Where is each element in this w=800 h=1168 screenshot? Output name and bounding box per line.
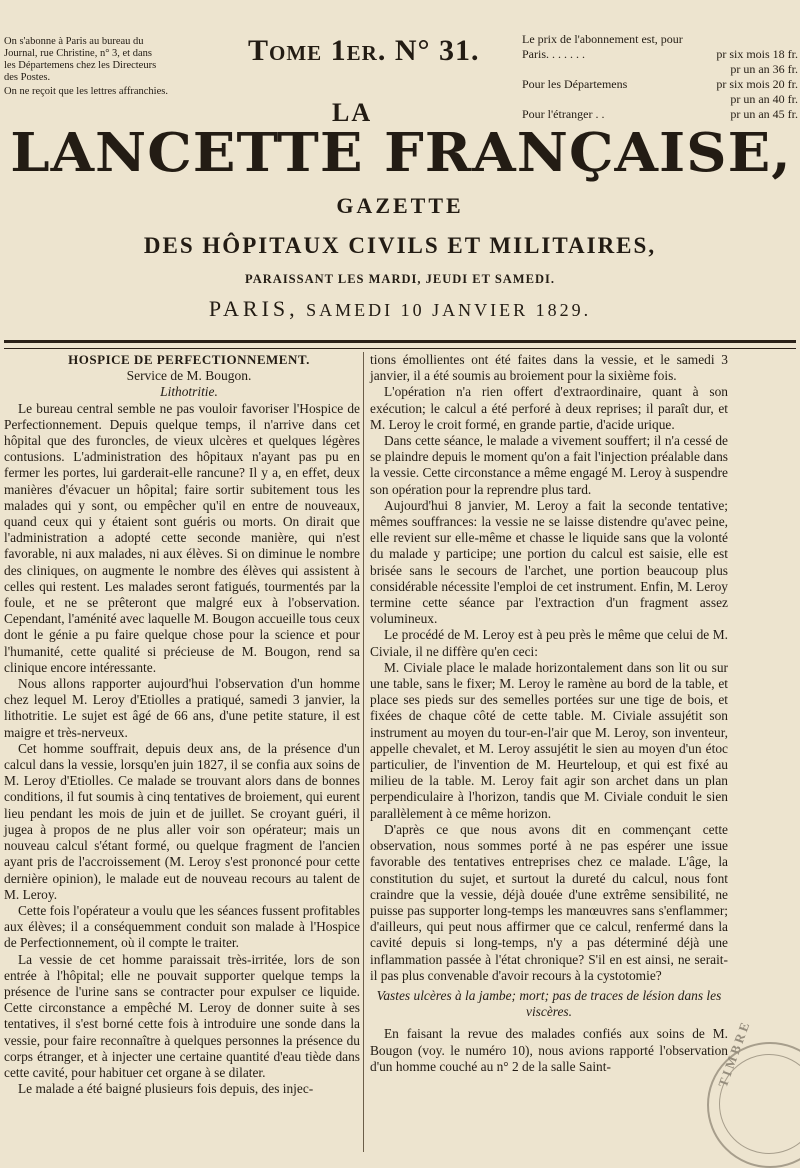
paragraph: M. Civiale place le malade horizontalement dans son lit ou sur une table, sans le fixer; M. Leroy le ramène au bord de la table, et place ses pieds sur des semelles portées sur une tige de bois, et fixées de chaque côté de cette table. M. Civiale assujétit son instrument au moyen du tour-en-l'air que M. Leroy, son inventeur, appelle chevalet, et M. Leroy assujétit le sien au moyen d'un étoc particulier, de l'invention de M. Heurteloup, et qui est fixé au milieu de la table. M. Leroy fait agir son archet dans un plan perpendiculaire à l'horizon, tandis que M. Civiale conduit le sien parallèlement à ce même horizon.	[370, 659, 728, 821]
price-value: pr un an 36 fr.	[730, 62, 798, 76]
paragraph: La vessie de cet homme paraissait très-irritée, lors de son entrée à l'hôpital; elle ne pouvait supporter quelque temps la présence de l'urine sans se contracter pour expulser ce liquide. Cette circonstance a empêché M. Leroy de donner suite à ses tentatives, il s'est borné cette fois à introduire une sonde dans la vessie, pour faire reconnaître à quelques personnes la présence du corps étranger, et à injecter une certaine quantité d'eau tiède dans cette cavité, pour habituer cet organe à se dilater.	[4, 951, 360, 1080]
paragraph: tions émollientes ont été faites dans la vessie, et le samedi 3 janvier, il a été soumis au broiement pour la sixième fois.	[370, 352, 728, 384]
price-row	[522, 47, 798, 62]
dateline-city: PARIS,	[208, 296, 299, 321]
subscription-line: Journal, rue Christine, n° 3, et dans	[4, 48, 152, 59]
dateline	[0, 296, 800, 322]
price-row	[522, 92, 798, 107]
subscription-notice	[4, 36, 200, 98]
subscription-line: les Départemens chez les Directeurs	[4, 60, 157, 71]
column-divider	[363, 352, 364, 1152]
price-row	[522, 107, 798, 122]
price-row	[522, 62, 798, 77]
subscription-line: des Postes.	[4, 72, 51, 83]
price-header: Le prix de l'abonnement est, pour	[522, 32, 683, 46]
newspaper-subtitle: DES HÔPITAUX CIVILS ET MILITAIRES,	[143, 233, 657, 258]
paragraph: Le bureau central semble ne pas vouloir favoriser l'Hospice de Perfectionnement. Depuis quelque temps, il n'arrive dans cet hôpital que des furoncles, de vieux ulcères et quelques légères contusions. L'administration des hôpitaux n'ayant pas pu en fermer les portes, lui garderait-elle rancune? Il y a, en effet, deux manières d'évacuer un hôpital; faire sortir subitement tous les malades qui y sont, ou empêcher qu'il en entre de nouveaux, quand ceux qui y étaient sont guéris ou morts. On dirait que l'administration a adopté cette seconde manière, qui n'est favorable, ni aux malades, ni aux élèves. Si on diminue le nombre des cliniques, on augmente le nombre des élèves qui assistent à celles qui restent. Les malades seront fatigués, tourmentés par la foule, et ne se prêteront que malgré eux à l'observation. Cependant, l'aménité avec laquelle M. Bougon accueille tous ceux dont le génie a pu faire quelque chose pour la science et pour l'humanité, cette qualité si précieuse de M. Bougon, rend sa clinique encore intéressante.	[4, 400, 360, 675]
paragraph: Aujourd'hui 8 janvier, M. Leroy a fait la seconde tentative; mêmes souffrances: la vessie ne se laisse distendre qu'avec peine, elle revient sur elle-même et chasse le liquide sans que la volonté du malade y participe; une portion du calcul est saisie, elle est brisée sans le secours de l'archet, une portion beaucoup plus considérable nécessite l'emploi de cet instrument. Enfin, M. Leroy termine cette séance par l'extraction d'un fragment assez volumineux.	[370, 497, 728, 627]
price-row	[522, 77, 798, 92]
letters-note: On ne reçoit que les lettres affranchies.	[4, 86, 168, 97]
right-column	[370, 352, 728, 1075]
newspaper-title: LANCETTE FRANÇAISE,	[10, 121, 792, 185]
masthead-rule	[4, 340, 796, 349]
price-value: pr un an 40 fr.	[730, 92, 798, 106]
paragraph: Cet homme souffrait, depuis deux ans, de la présence d'un calcul dans la vessie, lorsqu'en juin 1827, il se confia aux soins de M. Leroy d'Etiolles. Ce malade se trouvant alors dans de bonnes conditions, il fut soumis à cinq tentatives de broiement, qui eurent lieu pendant les mois de juin et de juillet. Se croyant guéri, il jugea à propos de ne plus aller voir son opérateur; mais un nouveau calcul s'étant formé, ou quelque fragment de l'ancien ayant pris de l'accroissement (M. Leroy s'est prononcé pour cette dernière opinion), le malade eut de nouveau recours au talent de M. Leroy.	[4, 740, 360, 902]
gazette-label: GAZETTE	[336, 193, 464, 218]
publication-schedule: PARAISSANT LES MARDI, JEUDI ET SAMEDI.	[245, 272, 555, 286]
paragraph: Nous allons rapporter aujourd'hui l'observation d'un homme chez lequel M. Leroy d'Etiolles a pratiqué, samedi 3 janvier, la lithotritie. Le sujet est âgé de 66 ans, d'une petite stature, il est maigre et très-nerveux.	[4, 676, 360, 740]
price-label: Paris. . . . . . .	[522, 47, 585, 61]
volume-number: Tome 1er. N° 31.	[248, 34, 480, 67]
stamp-text: TIMBRE	[715, 1017, 754, 1090]
price-label: Pour les Départemens	[522, 77, 628, 91]
dateline-date: SAMEDI 10 JANVIER 1829.	[306, 300, 592, 320]
paragraph: Cette fois l'opérateur a voulu que les séances fussent profitables aux élèves; il a conséquemment conduit son malade à l'Hospice de Perfectionnement, où il compte le traiter.	[4, 902, 360, 951]
paragraph: L'opération n'a rien offert d'extraordinaire, quant à son exécution; le calcul a été perforé à deux reprises; il paraît dur, et M. Leroy le croit formé, en grande partie, d'acide urique.	[370, 384, 728, 432]
paragraph: D'après ce que nous avons dit en commençant cette observation, nous sommes porté à ne pas espérer une issue favorable des tentatives entreprises chez ce malade. L'âge, la constitution du sujet, et surtout la dureté du calcul, nous font craindre que la vessie, déjà douée d'une extrême sensibilité, ne puisse pas supporter long-temps les manœuvres sans s'enflammer; d'ailleurs, qui peut nous affirmer que ce calcul, renfermé dans la cavité depuis si long-temps, n'y a pas déterminé déjà une inflammation passée à l'état chronique? S'il en est ainsi, ne serait-il pas plus convenable d'avoir recours à la cystotomie?	[370, 821, 728, 983]
masthead-article: LA	[332, 98, 373, 127]
price-label: Pour l'étranger . .	[522, 107, 605, 121]
case-subheading: Vastes ulcères à la jambe; mort; pas de traces de lésion dans les viscères.	[376, 987, 722, 1020]
price-value: pr six mois 18 fr.	[716, 47, 798, 61]
price-value: pr un an 45 fr.	[730, 107, 798, 121]
subscription-line: On s'abonne à Paris au bureau du	[4, 36, 144, 47]
paragraph: Le malade a été baigné plusieurs fois depuis, des injec-	[18, 1081, 314, 1097]
paragraph: En faisant la revue des malades confiés aux soins de M. Bougon (voy. le numéro 10), nous avions rapporté l'observation d'un homme couché au n° 2 de la salle Saint-	[370, 1026, 728, 1074]
service-line: Service de M. Bougon.	[126, 368, 252, 384]
price-table	[522, 32, 798, 122]
section-heading: HOSPICE DE PERFECTIONNEMENT.	[68, 352, 310, 367]
price-value: pr six mois 20 fr.	[716, 77, 798, 91]
paragraph: Le procédé de M. Leroy est à peu près le même que celui de M. Civiale, il ne diffère qu'en ceci:	[370, 627, 728, 659]
paragraph: Dans cette séance, le malade a vivement souffert; il n'a cessé de se plaindre depuis le moment qu'on a fait l'injection préalable dans la vessie. Cette circonstance a même engagé M. Leroy à suspendre son opération pour la reprendre plus tard.	[370, 433, 728, 497]
topic-line: Lithotritie.	[160, 384, 218, 400]
left-column	[4, 352, 360, 1097]
